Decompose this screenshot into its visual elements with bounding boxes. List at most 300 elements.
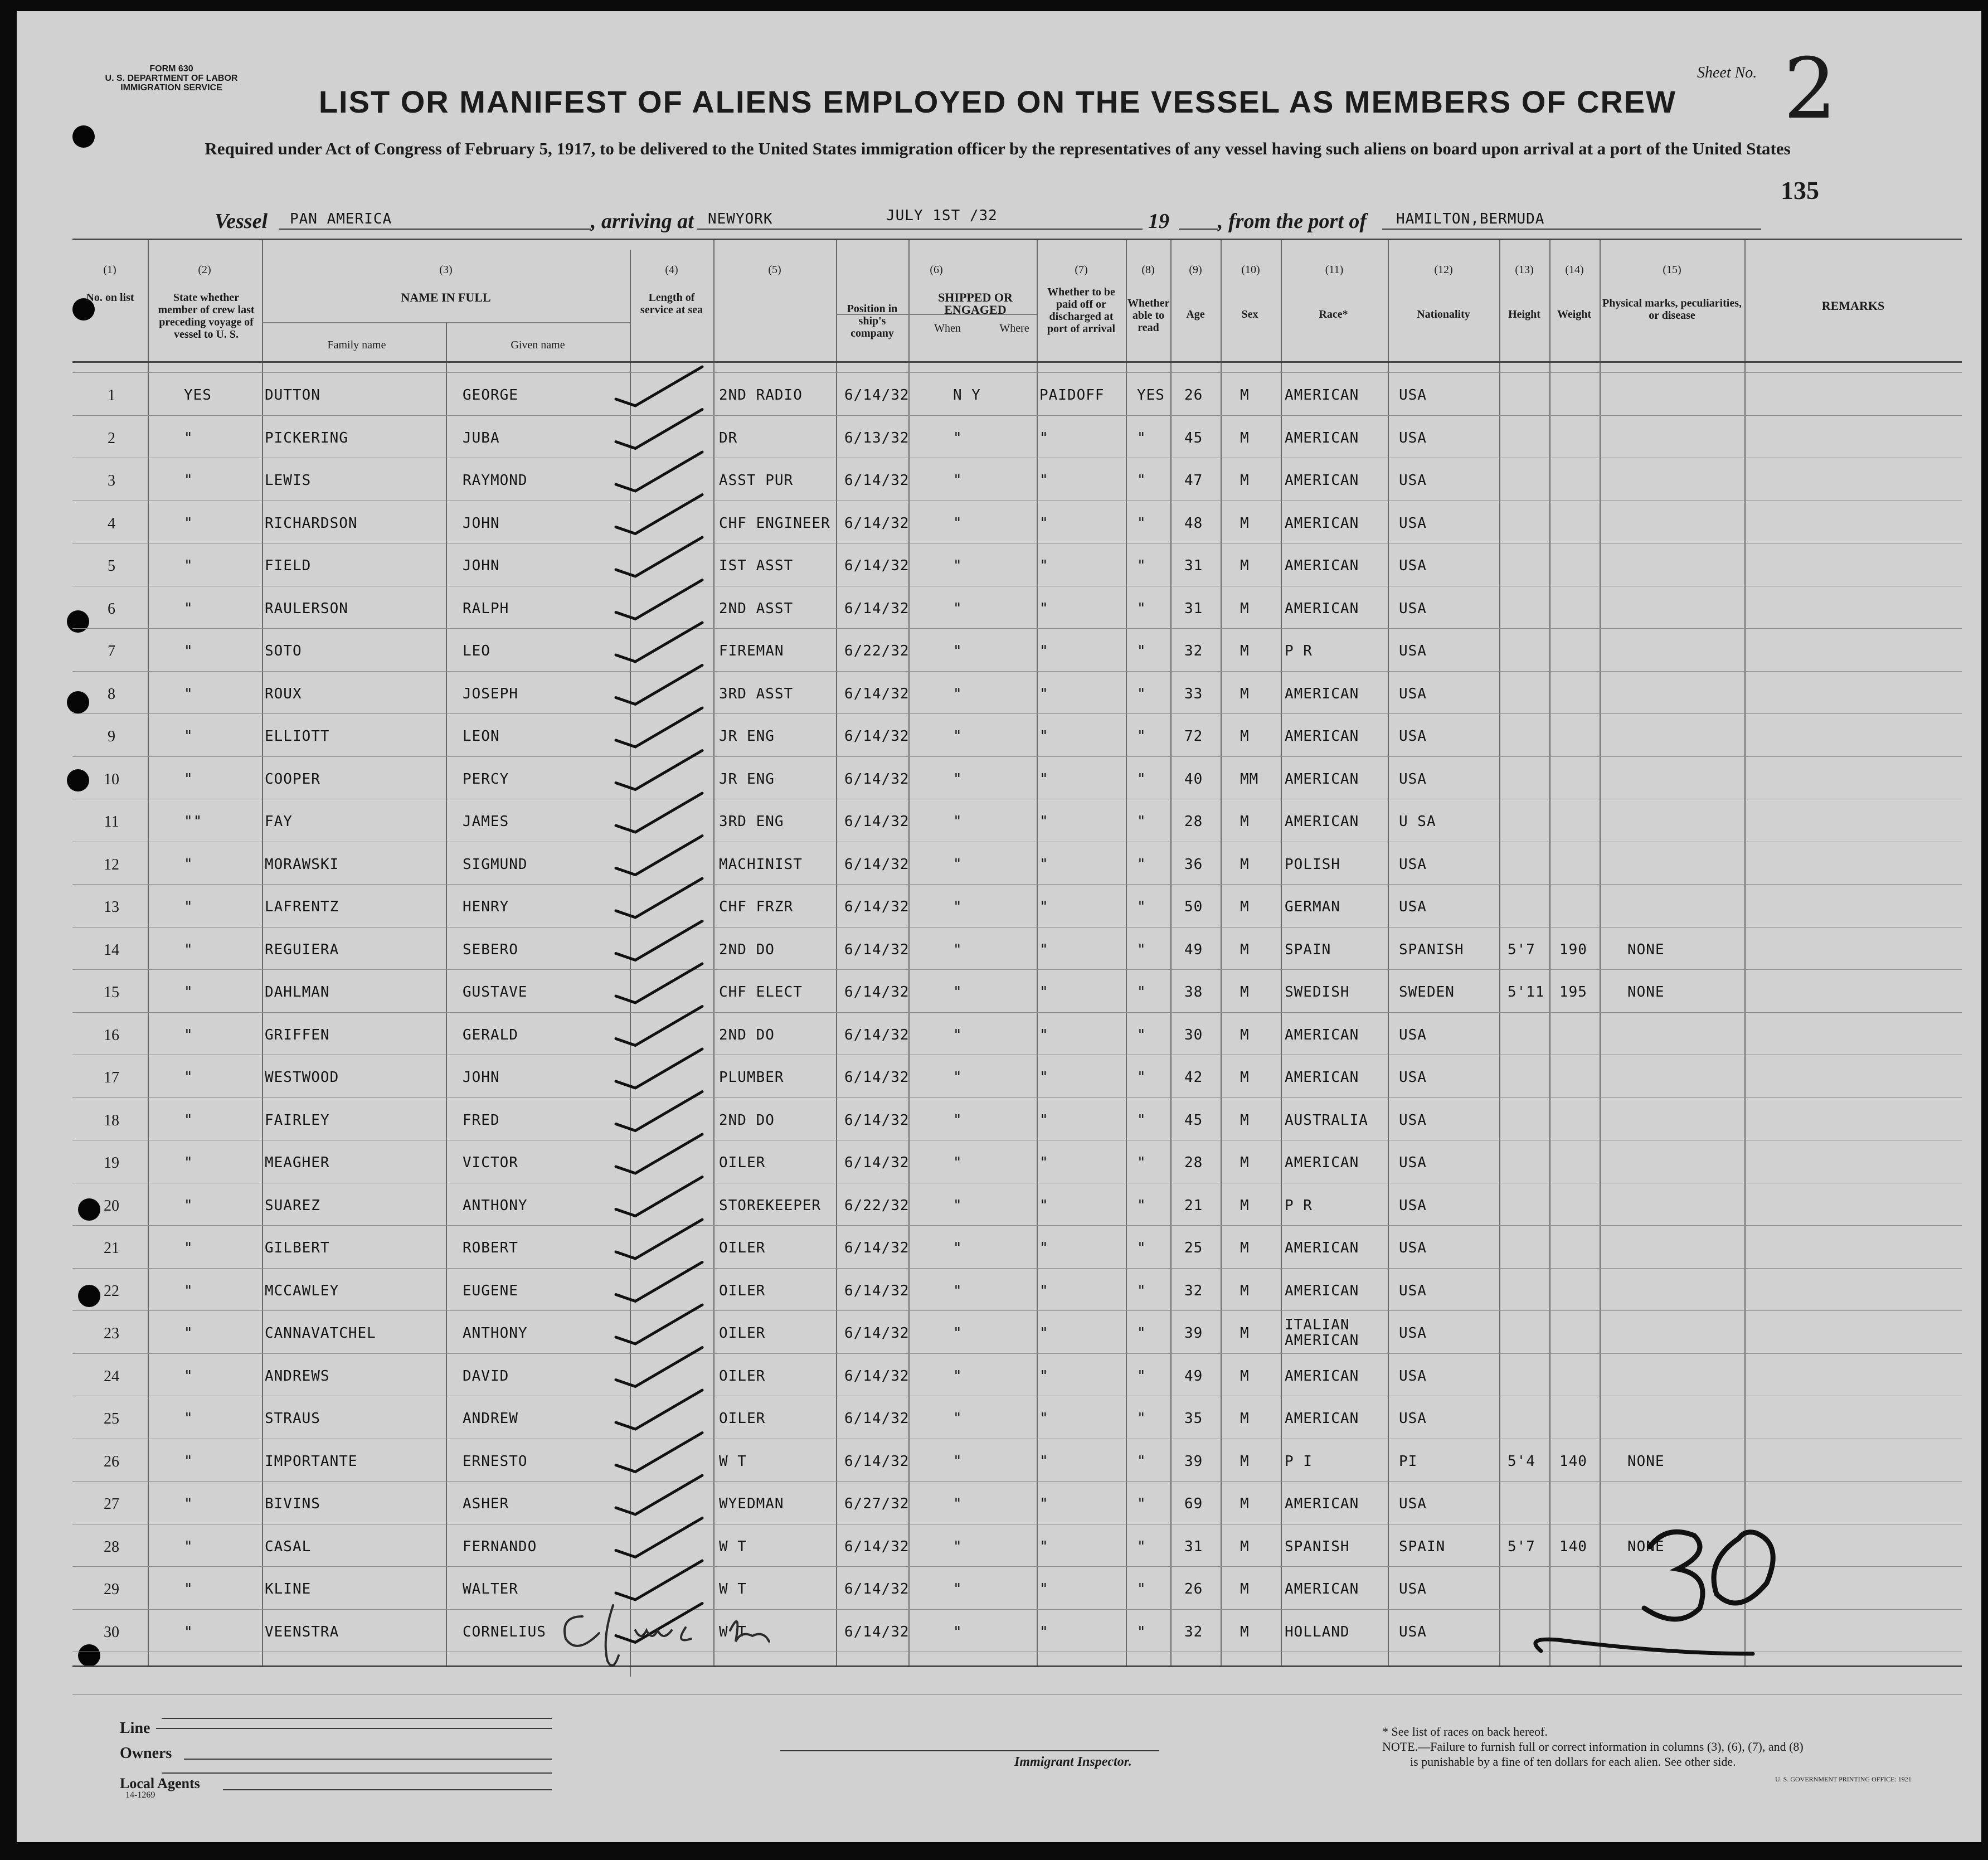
- column-header-no-on-list: No. on list: [86, 292, 134, 304]
- cell-where: ": [953, 685, 963, 702]
- cell-age: 49: [1184, 941, 1203, 958]
- row-number: 15: [104, 984, 119, 1001]
- column-number: (9): [1189, 264, 1202, 276]
- cell-position: OILER: [719, 1367, 766, 1385]
- cell-sex: M: [1240, 899, 1250, 915]
- cell-where: ": [953, 770, 963, 788]
- cell-paid: ": [1039, 1581, 1049, 1597]
- service-checkmark: [616, 751, 702, 790]
- cell-position: CHF FRZR: [719, 899, 794, 915]
- cell-family: CASAL: [265, 1538, 312, 1555]
- cell-sex: M: [1240, 1069, 1250, 1086]
- cell-sex: M: [1240, 514, 1250, 532]
- cell-when: 6/14/32: [844, 899, 910, 915]
- cell-state: ": [184, 472, 193, 489]
- cell-read: ": [1137, 557, 1146, 574]
- fine-note: is punishable by a fine of ten dollars for each alien. See other side.: [1410, 1755, 1736, 1769]
- cell-where: ": [953, 472, 963, 489]
- cell-sex: M: [1240, 387, 1250, 404]
- cell-family: PICKERING: [265, 429, 348, 446]
- cell-sex: M: [1240, 1197, 1250, 1214]
- cell-age: 45: [1184, 429, 1203, 446]
- cell-read: ": [1137, 1111, 1146, 1129]
- form-code: 14-1269: [125, 1790, 155, 1800]
- form-number: FORM 630: [149, 64, 193, 74]
- cell-weight: 140: [1559, 1453, 1587, 1470]
- cell-position: MACHINIST: [719, 856, 803, 873]
- cell-race: AMERICAN: [1285, 600, 1359, 617]
- cell-nationality: SWEDEN: [1399, 984, 1455, 1001]
- races-note: * See list of races on back hereof.: [1382, 1725, 1548, 1738]
- service-checkmark: [616, 964, 702, 1003]
- cell-position: DR: [719, 429, 738, 446]
- column-number: (4): [665, 264, 678, 276]
- cell-paid: ": [1039, 1069, 1049, 1086]
- cell-nationality: USA: [1399, 429, 1427, 446]
- cell-paid: ": [1039, 728, 1049, 745]
- cell-position: OILER: [719, 1410, 766, 1427]
- row-number: 14: [104, 941, 119, 959]
- cell-family: ANDREWS: [265, 1367, 330, 1385]
- cell-state: ": [184, 1453, 193, 1470]
- column-header-where: Where: [999, 322, 1029, 334]
- cell-read: ": [1137, 984, 1146, 1001]
- cell-sex: M: [1240, 685, 1250, 702]
- cell-family: ELLIOTT: [265, 728, 330, 745]
- cell-sex: M: [1240, 856, 1250, 873]
- row-number: 12: [104, 856, 119, 873]
- cell-given: GERALD: [463, 1026, 518, 1043]
- cell-when: 6/14/32: [844, 387, 910, 404]
- cell-nationality: USA: [1399, 770, 1427, 788]
- cell-state: ": [184, 514, 193, 532]
- cell-when: 6/14/32: [844, 1154, 910, 1171]
- cell-sex: M: [1240, 1623, 1250, 1640]
- cell-given: ANDREW: [463, 1410, 518, 1427]
- cell-family: DAHLMAN: [265, 984, 330, 1001]
- handwritten-total-0: [1714, 1532, 1773, 1603]
- cell-sex: M: [1240, 813, 1250, 830]
- service-checkmark: [616, 793, 702, 832]
- row-number: 3: [108, 472, 115, 489]
- column-header-given-name: Given name: [511, 339, 565, 351]
- cell-sex: M: [1240, 1367, 1250, 1385]
- service-checkmark: [616, 1348, 702, 1387]
- column-number: (8): [1141, 264, 1155, 276]
- cell-given: EUGENE: [463, 1282, 518, 1299]
- cell-paid: ": [1039, 557, 1049, 574]
- cell-paid: ": [1039, 941, 1049, 958]
- cell-family: FAIRLEY: [265, 1111, 330, 1129]
- cell-sex: M: [1240, 1325, 1250, 1342]
- cell-where: ": [953, 514, 963, 532]
- from-port-label: , from the port of: [1218, 210, 1367, 233]
- cell-position: 2ND DO: [719, 1111, 775, 1129]
- cell-paid: PAIDOFF: [1039, 387, 1105, 404]
- cell-position: WYEDMAN: [719, 1495, 784, 1512]
- cell-sex: M: [1240, 1154, 1250, 1171]
- cell-paid: ": [1039, 984, 1049, 1001]
- row-number: 11: [104, 813, 119, 831]
- cell-position: 2ND DO: [719, 941, 775, 958]
- cell-where: ": [953, 941, 963, 958]
- from-port-value: HAMILTON,BERMUDA: [1396, 211, 1545, 227]
- cell-paid: ": [1039, 1495, 1049, 1512]
- cell-race: HOLLAND: [1285, 1623, 1350, 1640]
- cell-read: ": [1137, 1026, 1146, 1043]
- cell-read: ": [1137, 1581, 1146, 1597]
- cell-nationality: USA: [1399, 387, 1427, 404]
- cell-read: ": [1137, 1240, 1146, 1256]
- service-checkmark: [616, 1262, 702, 1301]
- service-checkmark: [616, 1134, 702, 1173]
- cell-where: ": [953, 1623, 963, 1640]
- cell-age: 26: [1184, 387, 1203, 404]
- cell-paid: ": [1039, 472, 1049, 489]
- cell-state: ": [184, 728, 193, 745]
- row-number: 23: [104, 1325, 119, 1342]
- cell-position: W T: [719, 1538, 747, 1555]
- row-number: 16: [104, 1026, 119, 1044]
- cell-family: SOTO: [265, 643, 302, 659]
- cell-where: ": [953, 728, 963, 745]
- cell-family: COOPER: [265, 770, 320, 788]
- cell-paid: ": [1039, 1538, 1049, 1555]
- cell-race: AMERICAN: [1285, 387, 1359, 404]
- cell-height: 5'11: [1508, 984, 1545, 1001]
- cell-nationality: USA: [1399, 1495, 1427, 1512]
- service-checkmark: [616, 452, 702, 491]
- service-checkmark: [616, 921, 702, 960]
- cell-sex: M: [1240, 1581, 1250, 1597]
- cell-race: AMERICAN: [1285, 472, 1359, 489]
- cell-given: ASHER: [463, 1495, 509, 1512]
- cell-where: ": [953, 643, 963, 659]
- cell-where: ": [953, 984, 963, 1001]
- cell-given: ERNESTO: [463, 1453, 528, 1470]
- cell-given: LEO: [463, 643, 490, 659]
- cell-state: ": [184, 1154, 193, 1171]
- row-number: 2: [108, 429, 115, 447]
- cell-state: ": [184, 899, 193, 915]
- cell-when: 6/14/32: [844, 728, 910, 745]
- cell-age: 35: [1184, 1410, 1203, 1427]
- cell-nationality: SPANISH: [1399, 941, 1464, 958]
- cell-position: 3RD ENG: [719, 813, 784, 830]
- cell-age: 39: [1184, 1453, 1203, 1470]
- row-number: 4: [108, 514, 115, 532]
- service-checkmark: [616, 1390, 702, 1429]
- cell-read: ": [1137, 643, 1146, 659]
- column-header-height: Height: [1508, 308, 1540, 320]
- cell-age: 49: [1184, 1367, 1203, 1385]
- column-header-state-whether: State whether member of crew last preceding voyage of vessel to U. S.: [158, 292, 255, 341]
- cell-state: ": [184, 856, 193, 873]
- cell-race: P R: [1285, 1197, 1313, 1214]
- cell-race: SPANISH: [1285, 1538, 1350, 1555]
- cell-paid: ": [1039, 600, 1049, 617]
- cell-family: ROUX: [265, 685, 302, 702]
- row-number: 20: [104, 1197, 119, 1215]
- cell-family: WESTWOOD: [265, 1069, 339, 1086]
- cell-position: OILER: [719, 1154, 766, 1171]
- cell-where: ": [953, 600, 963, 617]
- vessel-value: PAN AMERICA: [290, 211, 392, 227]
- cell-given: RAYMOND: [463, 472, 528, 489]
- owners-label: Owners: [120, 1745, 172, 1762]
- cell-read: ": [1137, 472, 1146, 489]
- cell-paid: ": [1039, 685, 1049, 702]
- cell-state: ": [184, 1581, 193, 1597]
- cell-given: JOHN: [463, 557, 500, 574]
- cell-family: BIVINS: [265, 1495, 320, 1512]
- cell-family: MORAWSKI: [265, 856, 339, 873]
- cell-age: 28: [1184, 1154, 1203, 1171]
- cell-position: IST ASST: [719, 557, 794, 574]
- cell-nationality: USA: [1399, 856, 1427, 873]
- cell-nationality: USA: [1399, 1325, 1427, 1342]
- service-checkmark: [616, 1433, 702, 1472]
- service-checkmark: [616, 708, 702, 747]
- cell-state: ": [184, 643, 193, 659]
- cell-race: SWEDISH: [1285, 984, 1350, 1001]
- cell-race: AMERICAN: [1285, 1581, 1359, 1597]
- service-checkmark: [616, 580, 702, 619]
- cell-nationality: USA: [1399, 685, 1427, 702]
- row-number: 1: [108, 387, 115, 404]
- cell-sex: M: [1240, 1240, 1250, 1256]
- cell-age: 31: [1184, 600, 1203, 617]
- cell-state: ": [184, 1367, 193, 1385]
- cell-race: P I: [1285, 1453, 1313, 1470]
- cell-position: OILER: [719, 1240, 766, 1256]
- cell-family: FAY: [265, 813, 293, 830]
- cell-when: 6/14/32: [844, 1367, 910, 1385]
- handwritten-total-3: [1644, 1532, 1703, 1619]
- cell-age: 31: [1184, 1538, 1203, 1555]
- row-number: 26: [104, 1453, 119, 1470]
- cell-sex: M: [1240, 472, 1250, 489]
- cell-when: 6/14/32: [844, 770, 910, 788]
- cell-age: 21: [1184, 1197, 1203, 1214]
- cell-position: 2ND RADIO: [719, 387, 803, 404]
- cell-read: ": [1137, 685, 1146, 702]
- column-header-length-of-service: Length of service at sea: [640, 292, 703, 316]
- cell-read: ": [1137, 770, 1146, 788]
- service-checkmark: [616, 1220, 702, 1259]
- cell-given: HENRY: [463, 899, 509, 915]
- cell-position: ASST PUR: [719, 472, 794, 489]
- page-subtitle: Required under Act of Congress of February 5, 1917, to be delivered to the United States immigration officer by the representatives of any vessel having such aliens on board upon arrival at a port of the United States: [205, 139, 1791, 158]
- failure-note: NOTE.—Failure to furnish full or correct information in columns (3), (6), (7), and (8): [1382, 1740, 1804, 1754]
- cell-family: DUTTON: [265, 387, 320, 404]
- cell-read: ": [1137, 1154, 1146, 1171]
- cell-race: AUSTRALIA: [1285, 1111, 1368, 1129]
- cell-position: FIREMAN: [719, 643, 784, 659]
- cell-race: AMERICAN: [1285, 1495, 1359, 1512]
- cell-nationality: USA: [1399, 1282, 1427, 1299]
- cell-sex: M: [1240, 1538, 1250, 1555]
- cell-position: W T: [719, 1623, 747, 1640]
- cell-state: ": [184, 1495, 193, 1512]
- cell-age: 38: [1184, 984, 1203, 1001]
- service-checkmark: [616, 1007, 702, 1046]
- cell-family: RICHARDSON: [265, 514, 358, 532]
- cell-read: ": [1137, 1069, 1146, 1086]
- cell-nationality: PI: [1399, 1453, 1418, 1470]
- cell-age: 39: [1184, 1325, 1203, 1342]
- cell-nationality: USA: [1399, 1197, 1427, 1214]
- cell-sex: M: [1240, 429, 1250, 446]
- cell-race: POLISH: [1285, 856, 1340, 873]
- cell-family: GRIFFEN: [265, 1026, 330, 1043]
- cell-when: 6/14/32: [844, 600, 910, 617]
- cell-nationality: SPAIN: [1399, 1538, 1446, 1555]
- column-header-when: When: [934, 322, 961, 334]
- cell-race: AMERICAN: [1285, 1154, 1359, 1171]
- cell-position: W T: [719, 1581, 747, 1597]
- cell-age: 36: [1184, 856, 1203, 873]
- row-number: 17: [104, 1069, 119, 1086]
- cell-age: 26: [1184, 1581, 1203, 1597]
- column-header-shipped-or-engaged: SHIPPED OR ENGAGED: [938, 290, 1013, 317]
- cell-state: ": [184, 429, 193, 446]
- column-header-age: Age: [1186, 308, 1205, 320]
- cell-sex: M: [1240, 1111, 1250, 1129]
- row-number: 19: [104, 1154, 119, 1172]
- cell-age: 72: [1184, 728, 1203, 745]
- cell-given: PERCY: [463, 770, 509, 788]
- cell-family: VEENSTRA: [265, 1623, 339, 1640]
- cell-read: YES: [1137, 387, 1165, 404]
- cell-position: OILER: [719, 1282, 766, 1299]
- service-checkmark: [616, 367, 702, 406]
- cell-state: ": [184, 1111, 193, 1129]
- row-number: 5: [108, 557, 115, 575]
- cell-nationality: USA: [1399, 514, 1427, 532]
- cell-position: CHF ENGINEER: [719, 514, 830, 532]
- cell-sex: M: [1240, 941, 1250, 958]
- cell-where: ": [953, 1069, 963, 1086]
- cell-race: AMERICAN: [1285, 557, 1359, 574]
- service-checkmark: [616, 1177, 702, 1216]
- cell-state: YES: [184, 387, 212, 404]
- row-number: 28: [104, 1538, 119, 1556]
- row-number: 18: [104, 1111, 119, 1129]
- cell-race: AMERICAN: [1285, 1240, 1359, 1256]
- cell-when: 6/14/32: [844, 514, 910, 532]
- cell-family: FIELD: [265, 557, 312, 574]
- cell-sex: M: [1240, 984, 1250, 1001]
- service-checkmark: [616, 1518, 702, 1557]
- cell-position: PLUMBER: [719, 1069, 784, 1086]
- column-number: (14): [1565, 264, 1584, 276]
- cell-when: 6/14/32: [844, 1026, 910, 1043]
- column-number: (6): [930, 264, 943, 276]
- cell-family: IMPORTANTE: [265, 1453, 358, 1470]
- column-header-physical-marks: Physical marks, peculiarities, or disease: [1602, 297, 1742, 322]
- cell-marks: NONE: [1627, 984, 1665, 1001]
- column-number: (13): [1515, 264, 1534, 276]
- cell-state: "": [184, 813, 203, 830]
- cell-state: ": [184, 1069, 193, 1086]
- cell-state: ": [184, 1538, 193, 1555]
- column-number: (2): [198, 264, 211, 276]
- cell-state: ": [184, 1282, 193, 1299]
- cell-family: CANNAVATCHEL: [265, 1325, 376, 1342]
- cell-age: 31: [1184, 557, 1203, 574]
- cell-given: ANTHONY: [463, 1197, 528, 1214]
- column-number: (1): [103, 264, 116, 276]
- cell-state: ": [184, 770, 193, 788]
- service-checkmark: [616, 495, 702, 534]
- cell-state: ": [184, 984, 193, 1001]
- cell-when: 6/14/32: [844, 1410, 910, 1427]
- column-header-able-to-read: Whether able to read: [1127, 297, 1170, 334]
- service-checkmark: [616, 1475, 702, 1514]
- cell-nationality: USA: [1399, 557, 1427, 574]
- row-number: 9: [108, 728, 115, 745]
- sheet-no-label: Sheet No.: [1697, 64, 1757, 81]
- cell-family: GILBERT: [265, 1240, 330, 1256]
- cell-age: 32: [1184, 1282, 1203, 1299]
- cell-family: LAFRENTZ: [265, 899, 339, 915]
- cell-nationality: USA: [1399, 600, 1427, 617]
- arrival-date: JULY 1ST /32: [886, 207, 998, 224]
- cell-family: STRAUS: [265, 1410, 320, 1427]
- cell-state: ": [184, 1410, 193, 1427]
- cell-read: ": [1137, 856, 1146, 873]
- signature-scrawl: [565, 1605, 769, 1665]
- cell-height: 5'4: [1508, 1453, 1535, 1470]
- cell-read: ": [1137, 813, 1146, 830]
- cell-race: AMERICAN: [1285, 1410, 1359, 1427]
- row-number: 7: [108, 643, 115, 660]
- cell-position: 2ND ASST: [719, 600, 794, 617]
- cell-paid: ": [1039, 1197, 1049, 1214]
- cell-read: ": [1137, 514, 1146, 532]
- cell-where: ": [953, 1026, 963, 1043]
- cell-when: 6/22/32: [844, 643, 910, 659]
- cell-race: SPAIN: [1285, 941, 1331, 958]
- cell-sex: MM: [1240, 770, 1259, 788]
- cell-where: ": [953, 1495, 963, 1512]
- cell-given: SIGMUND: [463, 856, 528, 873]
- cell-age: 33: [1184, 685, 1203, 702]
- cell-marks: NONE: [1627, 1538, 1665, 1555]
- cell-given: ANTHONY: [463, 1325, 528, 1342]
- cell-age: 30: [1184, 1026, 1203, 1043]
- cell-height: 5'7: [1508, 1538, 1535, 1555]
- cell-state: ": [184, 1026, 193, 1043]
- cell-position: CHF ELECT: [719, 984, 803, 1001]
- column-header-remarks: REMARKS: [1821, 299, 1885, 313]
- cell-sex: M: [1240, 1282, 1250, 1299]
- cell-when: 6/22/32: [844, 1197, 910, 1214]
- service-checkmark: [616, 1092, 702, 1131]
- cell-family: REGUIERA: [265, 941, 339, 958]
- cell-read: ": [1137, 899, 1146, 915]
- service-checkmark: [616, 1049, 702, 1088]
- cell-state: ": [184, 685, 193, 702]
- cell-family: SUAREZ: [265, 1197, 320, 1214]
- cell-read: ": [1137, 1282, 1146, 1299]
- cell-when: 6/14/32: [844, 856, 910, 873]
- cell-paid: ": [1039, 643, 1049, 659]
- cell-where: ": [953, 1410, 963, 1427]
- column-number: (15): [1663, 264, 1681, 276]
- cell-when: 6/14/32: [844, 1581, 910, 1597]
